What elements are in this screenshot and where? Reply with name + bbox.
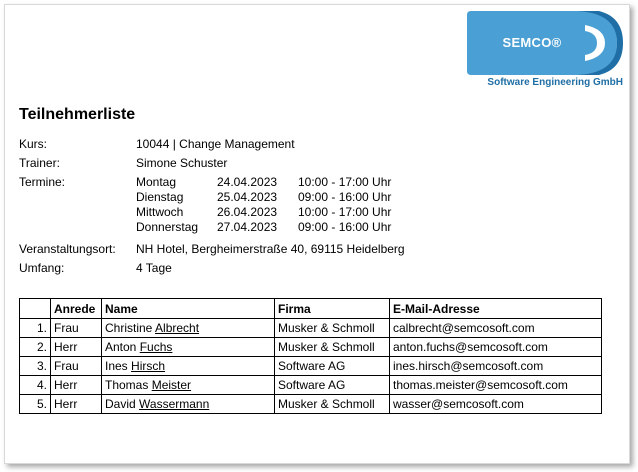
termin-day: Montag xyxy=(136,175,177,189)
document-page xyxy=(4,4,630,464)
cell-num: 1. xyxy=(20,319,51,338)
cell-name xyxy=(102,319,275,338)
cell-firma: Software AG xyxy=(275,376,390,395)
kurs-label: Kurs: xyxy=(19,137,48,151)
first-name: Thomas xyxy=(105,378,149,392)
cell-email: ines.hirsch@semcosoft.com xyxy=(390,357,602,376)
table-row xyxy=(20,376,602,395)
umfang-value: 4 Tage xyxy=(136,261,172,275)
termin-time: 09:00 - 16:00 Uhr xyxy=(298,220,392,234)
table-row xyxy=(20,319,602,338)
first-name: Christine xyxy=(105,321,153,335)
termin-day: Dienstag xyxy=(136,190,184,204)
cell-num: 4. xyxy=(20,376,51,395)
cell-num: 3. xyxy=(20,357,51,376)
cell-email: wasser@semcosoft.com xyxy=(390,395,602,414)
cell-anrede: Frau xyxy=(51,319,102,338)
termin-date: 25.04.2023 xyxy=(217,190,278,204)
last-name: Hirsch xyxy=(131,359,166,373)
umfang-label: Umfang: xyxy=(19,261,65,275)
logo-subtitle: Software Engineering GmbH xyxy=(487,77,623,88)
first-name: Ines xyxy=(105,359,128,373)
cell-firma: Software AG xyxy=(275,357,390,376)
termin-day: Donnerstag xyxy=(136,220,199,234)
cell-name xyxy=(102,338,275,357)
table-row xyxy=(20,338,602,357)
first-name: Anton xyxy=(105,340,137,354)
col-header-name: Name xyxy=(102,299,275,319)
cell-anrede: Herr xyxy=(51,395,102,414)
trainer-value: Simone Schuster xyxy=(136,156,228,170)
cell-email: anton.fuchs@semcosoft.com xyxy=(390,338,602,357)
cell-anrede: Herr xyxy=(51,338,102,357)
termin-date: 27.04.2023 xyxy=(217,220,278,234)
col-header-num xyxy=(20,299,51,319)
termin-date: 24.04.2023 xyxy=(217,175,278,189)
cell-anrede: Herr xyxy=(51,376,102,395)
cell-firma: Musker & Schmoll xyxy=(275,338,390,357)
page-title: Teilnehmerliste xyxy=(19,106,136,123)
termin-date: 26.04.2023 xyxy=(217,205,278,219)
cell-name xyxy=(102,376,275,395)
cell-firma: Musker & Schmoll xyxy=(275,319,390,338)
cell-num: 5. xyxy=(20,395,51,414)
termin-day: Mittwoch xyxy=(136,205,184,219)
cell-firma: Musker & Schmoll xyxy=(275,395,390,414)
cell-name xyxy=(102,357,275,376)
last-name: Meister xyxy=(151,378,192,392)
trainer-label: Trainer: xyxy=(19,156,60,170)
termin-time: 10:00 - 17:00 Uhr xyxy=(298,175,392,189)
logo-wordmark: SEMCO® xyxy=(502,35,562,50)
termine-label: Termine: xyxy=(19,175,66,189)
company-logo xyxy=(467,11,623,91)
col-header-email: E-Mail-Adresse xyxy=(390,299,602,319)
ort-value: NH Hotel, Bergheimerstraße 40, 69115 Heidelberg xyxy=(136,242,405,256)
participants-table xyxy=(19,298,602,414)
last-name: Fuchs xyxy=(139,340,173,354)
col-header-anrede: Anrede xyxy=(51,299,102,319)
first-name: David xyxy=(105,397,136,411)
termin-time: 09:00 - 16:00 Uhr xyxy=(298,190,392,204)
termin-time: 10:00 - 17:00 Uhr xyxy=(298,205,392,219)
cell-name xyxy=(102,395,275,414)
cell-anrede: Frau xyxy=(51,357,102,376)
cell-email: thomas.meister@semcosoft.com xyxy=(390,376,602,395)
table-row xyxy=(20,357,602,376)
table-header-row xyxy=(20,299,602,319)
cell-email: calbrecht@semcosoft.com xyxy=(390,319,602,338)
last-name: Albrecht xyxy=(155,321,200,335)
table-row xyxy=(20,395,602,414)
last-name: Wassermann xyxy=(139,397,210,411)
ort-label: Veranstaltungsort: xyxy=(19,242,116,256)
cell-num: 2. xyxy=(20,338,51,357)
kurs-value: 10044 | Change Management xyxy=(136,137,295,151)
col-header-firma: Firma xyxy=(275,299,390,319)
